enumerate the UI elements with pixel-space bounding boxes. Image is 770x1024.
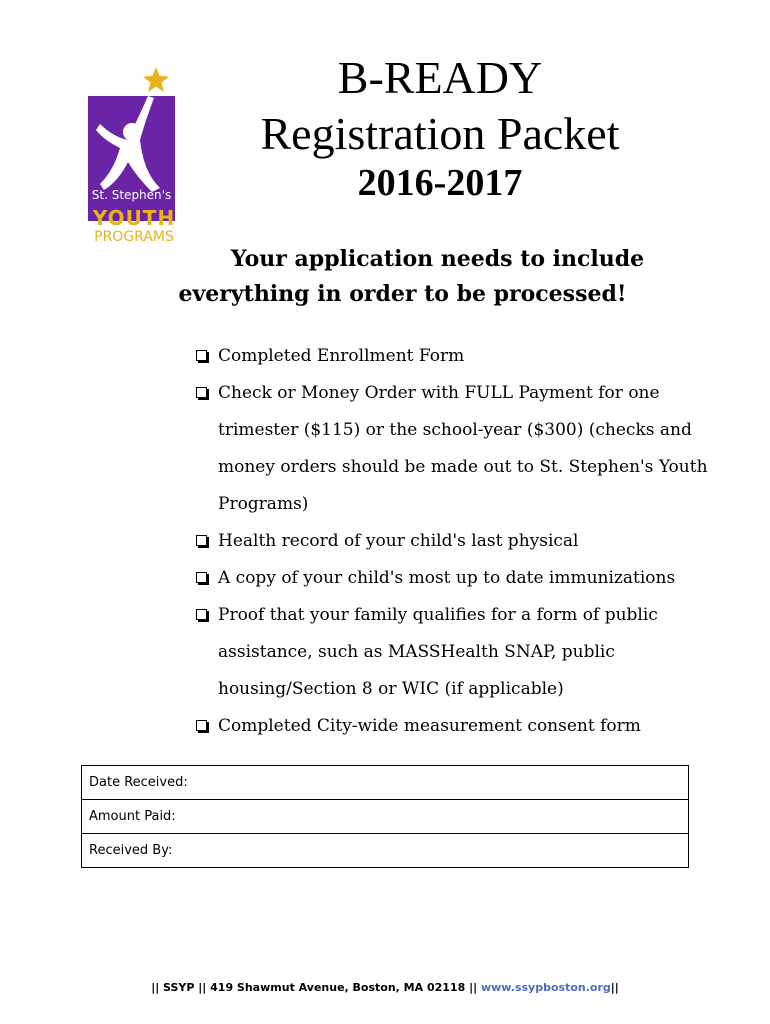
checklist-item: Health record of your child's last physical <box>196 523 716 560</box>
table-row <box>82 834 689 868</box>
received-by-field[interactable]: Received By: <box>82 834 689 868</box>
checklist-item: A copy of your child's most up to date immunizations <box>196 560 716 597</box>
amount-paid-field[interactable]: Amount Paid: <box>82 800 689 834</box>
checkbox-icon <box>196 609 207 620</box>
checkbox-icon <box>196 720 207 731</box>
logo-programs-text: PROGRAMS <box>94 229 174 245</box>
child-figure-icon <box>88 96 175 221</box>
page-subtitle: Registration Packet <box>260 108 620 159</box>
checkbox-icon <box>196 350 207 361</box>
table-row <box>82 766 689 800</box>
page-footer <box>0 981 770 994</box>
logo-org-name: St. Stephen's <box>91 188 172 202</box>
checklist-item: Proof that your family qualifies for a form of public assistance, such as MASSHealth SNAP, public housing/Section 8 or WIC (if applicable) <box>196 597 716 708</box>
requirements-checklist <box>196 338 716 745</box>
notice-line-1: Your application needs to include <box>230 246 645 272</box>
application-notice <box>120 242 685 312</box>
checklist-item: Completed City-wide measurement consent form <box>196 708 716 745</box>
website-link[interactable]: www.ssypboston.org <box>480 981 611 994</box>
checklist-item: Check or Money Order with FULL Payment for one trimester ($115) or the school-year ($300) (checks and money orders should be made out to St. Stephen's Youth Programs) <box>196 375 716 523</box>
checkbox-icon <box>196 572 207 583</box>
date-received-field[interactable]: Date Received: <box>82 766 689 800</box>
checklist-item: Completed Enrollment Form <box>196 338 716 375</box>
checkbox-icon <box>196 535 207 546</box>
school-year: 2016-2017 <box>357 162 523 204</box>
checkbox-icon <box>196 387 207 398</box>
footer-address: 419 Shawmut Avenue, Boston, MA 02118 <box>210 981 466 994</box>
star-icon <box>142 66 170 94</box>
logo-youth-text: YOUTH <box>92 206 176 230</box>
page-title: B-READY <box>337 52 543 103</box>
office-use-table <box>81 765 689 868</box>
notice-line-2: everything in order to be processed! <box>178 281 627 307</box>
table-row <box>82 800 689 834</box>
footer-org: || SSYP || <box>151 981 207 994</box>
ssyp-logo <box>84 66 184 252</box>
footer-end: || <box>610 981 619 994</box>
footer-separator: || <box>469 981 478 994</box>
